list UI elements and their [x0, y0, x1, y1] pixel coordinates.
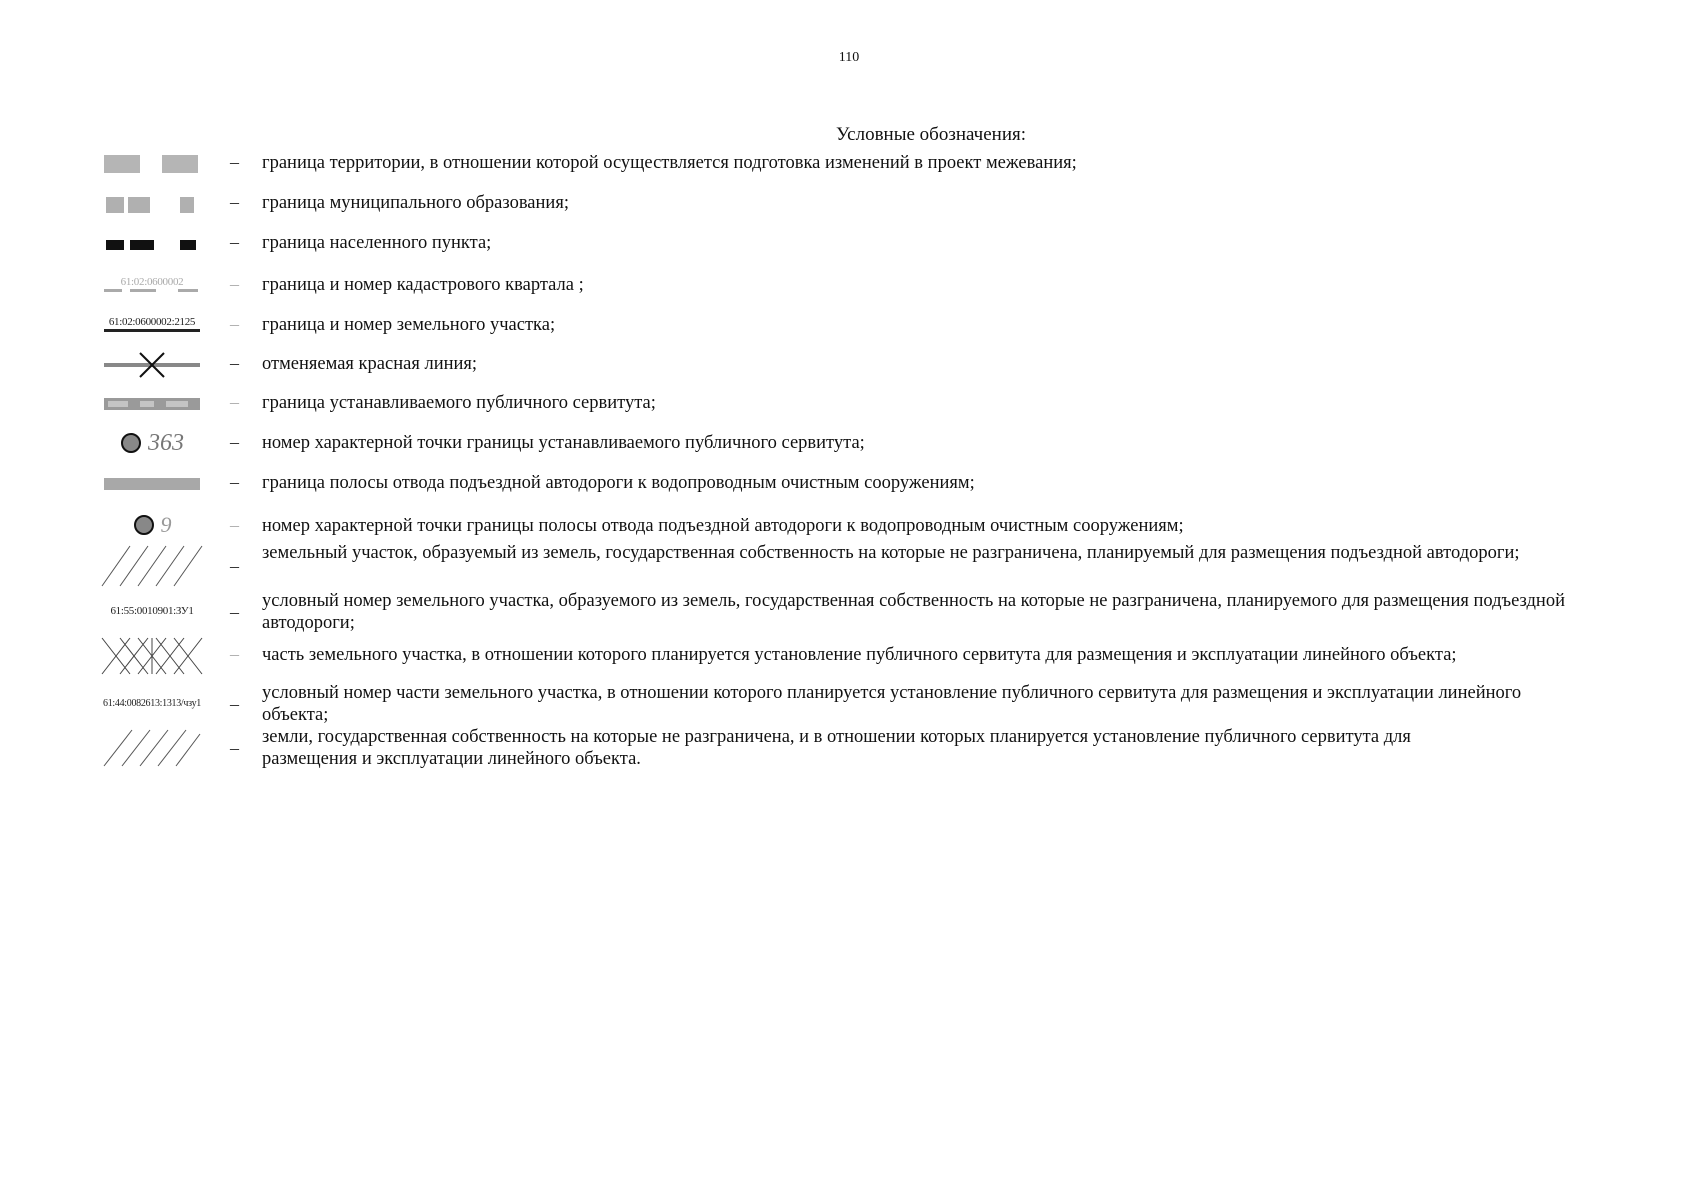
- legend-text: граница устанавливаемого публичного сервитута;: [262, 393, 656, 413]
- legend-text: условный номер части земельного участка, в отношении которого планируется установление публичного сервитута для размещения и эксплуатации линейного объекта;: [262, 683, 1522, 725]
- legend-item: [0, 590, 1698, 636]
- cancelled-red-line-symbol: [100, 350, 204, 380]
- legend-text: земельный участок, образуемый из земель, государственная собственность на которые не разграничена, планируемый для размещения подъездной автодороги;: [262, 543, 1520, 563]
- legend-title-text: Условные обозначения:: [835, 124, 1027, 145]
- legend-item: [0, 510, 1698, 540]
- legend-item: [0, 310, 1698, 340]
- legend-item: [0, 726, 1698, 772]
- legend-dash: –: [230, 694, 239, 714]
- legend-text: отменяемая красная линия;: [262, 354, 478, 374]
- legend-item: [0, 636, 1698, 676]
- plot-part-conditional-number: 61:44:0082613:1313/чзу1: [103, 697, 201, 709]
- legend-text: земли, государственная собственность на которые не разграничена, и в отношении которых планируется установление публичного сервитута для размещения и эксплуатации линейного объекта.: [262, 727, 1411, 769]
- legend-dash: –: [230, 515, 239, 535]
- land-plot-symbol: [100, 310, 204, 340]
- road-strip-point-number: 9: [160, 512, 172, 537]
- road-strip-point-symbol: [100, 510, 204, 540]
- hatched-lands-symbol: [100, 726, 204, 768]
- legend-dash: –: [230, 274, 239, 294]
- legend-item: [0, 472, 1698, 498]
- plot-part-number-symbol: [100, 688, 204, 718]
- public-servitude-boundary-symbol: [100, 396, 204, 412]
- cross-hatched-plot-part-symbol: [100, 636, 204, 676]
- cadastral-quarter-code: 61:02:0600002: [120, 276, 184, 288]
- legend-text: граница и номер кадастрового квартала ;: [262, 275, 584, 295]
- legend-item: [0, 232, 1698, 258]
- legend-dash: –: [230, 152, 239, 172]
- land-plot-code: 61:02:0600002:2125: [108, 316, 196, 328]
- legend-item: [0, 270, 1698, 300]
- legend-item: [0, 152, 1698, 178]
- legend-dash: –: [230, 314, 239, 334]
- legend-text: номер характерной точки границы полосы отвода подъездной автодороги к водопроводным очистным сооружениям;: [262, 516, 1184, 536]
- legend-item: [0, 542, 1698, 588]
- municipal-boundary-symbol: [100, 196, 204, 214]
- legend-text: граница территории, в отношении которой осуществляется подготовка изменений в проект межевания;: [262, 153, 1077, 173]
- legend-item: [0, 682, 1698, 728]
- legend-dash: –: [230, 644, 239, 664]
- legend-dash: –: [230, 392, 239, 412]
- legend-item: [0, 192, 1698, 218]
- servitude-point-symbol: [100, 428, 204, 458]
- legend-dash: –: [230, 602, 239, 622]
- point-marker-icon: [120, 432, 142, 454]
- territory-boundary-symbol: [100, 154, 204, 174]
- legend-text: граница полосы отвода подъездной автодороги к водопроводным очистным сооружениям;: [262, 473, 975, 493]
- page-number: 110: [838, 50, 860, 65]
- legend-text: условный номер земельного участка, образуемого из земель, государственная собственность на которые не разграничена, планируемого для размещения подъездной автодороги;: [262, 591, 1565, 633]
- land-plot-number-symbol: [100, 596, 204, 626]
- road-strip-boundary-symbol: [100, 476, 204, 492]
- legend-dash: –: [230, 738, 239, 758]
- legend-item: [0, 350, 1698, 380]
- legend-text: граница и номер земельного участка;: [262, 315, 556, 335]
- legend-text: часть земельного участка, в отношении которого планируется установление публичного сервитута для размещения и эксплуатации линейного объекта;: [262, 645, 1457, 665]
- legend-dash: –: [230, 432, 239, 452]
- legend-title: [0, 124, 1698, 146]
- land-plot-conditional-number: 61:55:0010901:ЗУ1: [110, 605, 194, 617]
- hatched-land-plot-symbol: [100, 542, 204, 588]
- legend-dash: –: [230, 232, 239, 252]
- legend-dash: –: [230, 556, 239, 576]
- servitude-point-number: 363: [148, 429, 184, 456]
- legend-text: граница муниципального образования;: [262, 193, 569, 213]
- cadastral-quarter-symbol: [100, 270, 204, 300]
- legend-item: [0, 392, 1698, 418]
- legend-dash: –: [230, 192, 239, 212]
- legend-dash: –: [230, 472, 239, 492]
- settlement-boundary-symbol: [100, 238, 204, 252]
- legend-text: номер характерной точки границы устанавливаемого публичного сервитута;: [262, 433, 865, 453]
- legend-text: граница населенного пункта;: [262, 233, 492, 253]
- legend-dash: –: [230, 353, 239, 373]
- legend-item: [0, 428, 1698, 458]
- point-marker-icon: [133, 514, 155, 536]
